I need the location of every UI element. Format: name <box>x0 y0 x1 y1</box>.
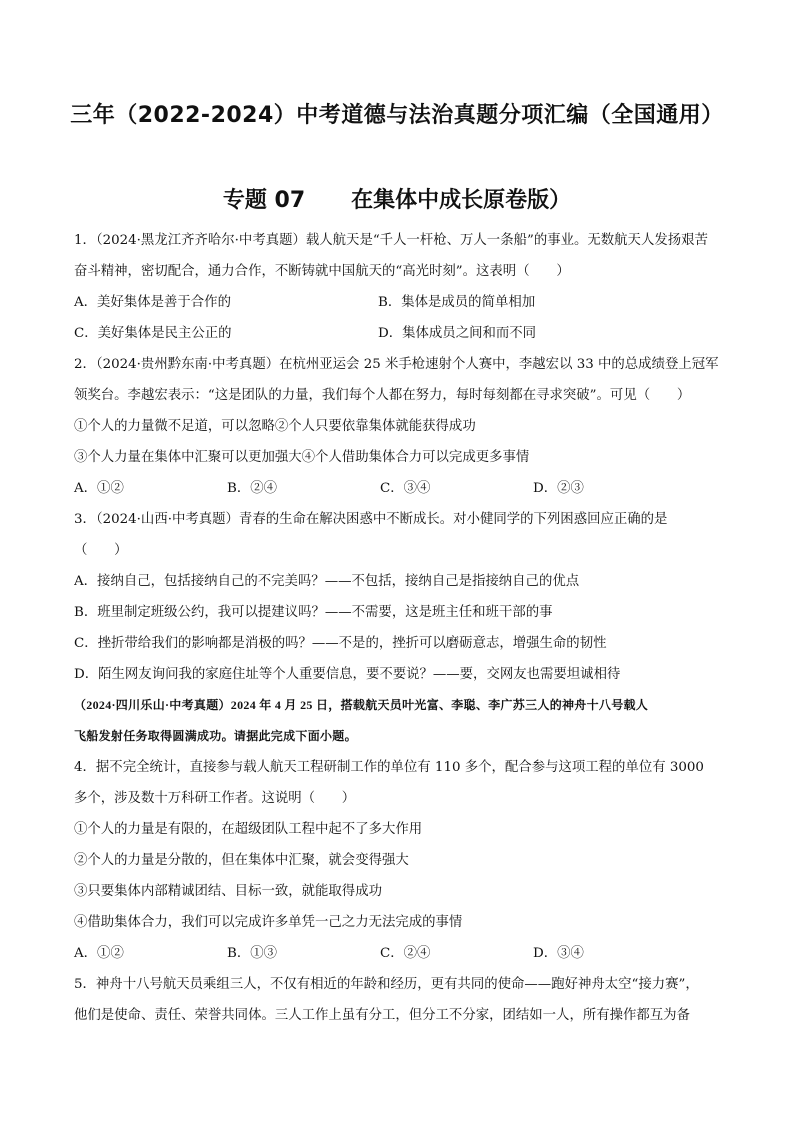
q5-stem-line: 他们是使命、责任、荣誉共同体。三人工作上虽有分工，但分工不分家，团结如一人，所有操作都互为备 <box>74 1008 690 1023</box>
q4-stem-line: 多个，涉及数十万科研工作者。这说明（ ） <box>74 791 356 806</box>
q4-option-d[interactable]: D．③④ <box>533 946 584 961</box>
q2-option-b[interactable]: B．②④ <box>227 481 278 496</box>
shared-material-line: （2024·四川乐山·中考真题）2024 年 4 月 25 日，搭载航天员叶光富、李聪、李广苏三人的神舟十八号载人 <box>74 698 649 712</box>
q5-stem-line: 5．神舟十八号航天员乘组三人，不仅有相近的年龄和经历，更有共同的使命——跑好神舟太空“接力赛”， <box>74 977 699 992</box>
q3-option-d[interactable]: D．陌生网友询问我的家庭住址等个人重要信息，要不要说？——要，交网友也需要坦诚相待 <box>74 667 621 682</box>
q1-options-row <box>74 287 722 318</box>
q2-option-d[interactable]: D．②③ <box>533 481 584 496</box>
q4-option-c[interactable]: C．②④ <box>380 946 431 961</box>
q2-statement-line: ①个人的力量微不足道，可以忽略②个人只要依靠集体就能获得成功 <box>74 419 476 434</box>
document-title: 三年（2022-2024）中考道德与法治真题分项汇编（全国通用） <box>70 103 724 128</box>
document-subtitle: 专题 07 在集体中成长原卷版） <box>222 188 572 213</box>
q1-option-d[interactable]: D．集体成员之间和而不同 <box>378 326 537 341</box>
q3-option-c[interactable]: C．挫折带给我们的影响都是消极的吗？——不是的，挫折可以磨砺意志，增强生命的韧性 <box>74 636 607 651</box>
q4-statement-line: ①个人的力量是有限的，在超级团队工程中起不了多大作用 <box>74 822 423 837</box>
q4-option-b[interactable]: B．①③ <box>227 946 278 961</box>
q2-options-row <box>74 473 722 504</box>
q1-option-b[interactable]: B．集体是成员的简单相加 <box>378 295 536 310</box>
q1-option-c[interactable]: C．美好集体是民主公正的 <box>74 326 232 341</box>
shared-material-line: 飞船发射任务取得圆满成功。请据此完成下面小题。 <box>74 729 357 743</box>
q4-options-row <box>74 938 722 969</box>
q1-stem-line: 1．（2024·黑龙江齐齐哈尔·中考真题）载人航天是“千人一杆枪、万人一条船”的事业。无数航天人发扬艰苦 <box>74 233 708 248</box>
q3-option-b[interactable]: B．班里制定班级公约，我可以提建议吗？——不需要，这是班主任和班干部的事 <box>74 605 553 620</box>
q4-statement-line: ③只要集体内部精诚团结、目标一致，就能取得成功 <box>74 884 382 899</box>
q3-stem-line: 3．（2024·山西·中考真题）青春的生命在解决困惑中不断成长。对小健同学的下列困惑回应正确的是 <box>74 512 668 527</box>
q3-stem-line: （ ） <box>74 543 128 558</box>
question-content <box>74 225 722 1031</box>
q2-option-c[interactable]: C．③④ <box>380 481 431 496</box>
q4-stem-line: 4．据不完全统计，直接参与载人航天工程研制工作的单位有 110 多个，配合参与这项工程的单位有 3000 <box>74 760 704 775</box>
q2-statement-line: ③个人力量在集体中汇聚可以更加强大④个人借助集体合力可以完成更多事情 <box>74 450 530 465</box>
q4-statement-line: ②个人的力量是分散的，但在集体中汇聚，就会变得强大 <box>74 853 409 868</box>
q2-stem-line: 2．（2024·贵州黔东南·中考真题）在杭州亚运会 25 米手枪速射个人赛中，李越宏以 33 中的总成绩登上冠军 <box>74 357 719 372</box>
q4-statement-line: ④借助集体合力，我们可以完成许多单凭一己之力无法完成的事情 <box>74 915 463 930</box>
q2-stem-line: 领奖台。李越宏表示：“这是团队的力量，我们每个人都在努力，每时每刻都在寻求突破”。可见（ ） <box>74 388 691 403</box>
q4-option-a[interactable]: A．①② <box>74 946 124 961</box>
q2-option-a[interactable]: A．①② <box>74 481 124 496</box>
q1-options-row <box>74 318 722 349</box>
q1-stem-line: 奋斗精神，密切配合，通力合作，不断铸就中国航天的“高光时刻”。这表明（ ） <box>74 264 570 279</box>
q1-option-a[interactable]: A．美好集体是善于合作的 <box>74 295 231 310</box>
q3-option-a[interactable]: A．接纳自己，包括接纳自己的不完美吗？——不包括，接纳自己是指接纳自己的优点 <box>74 574 580 589</box>
